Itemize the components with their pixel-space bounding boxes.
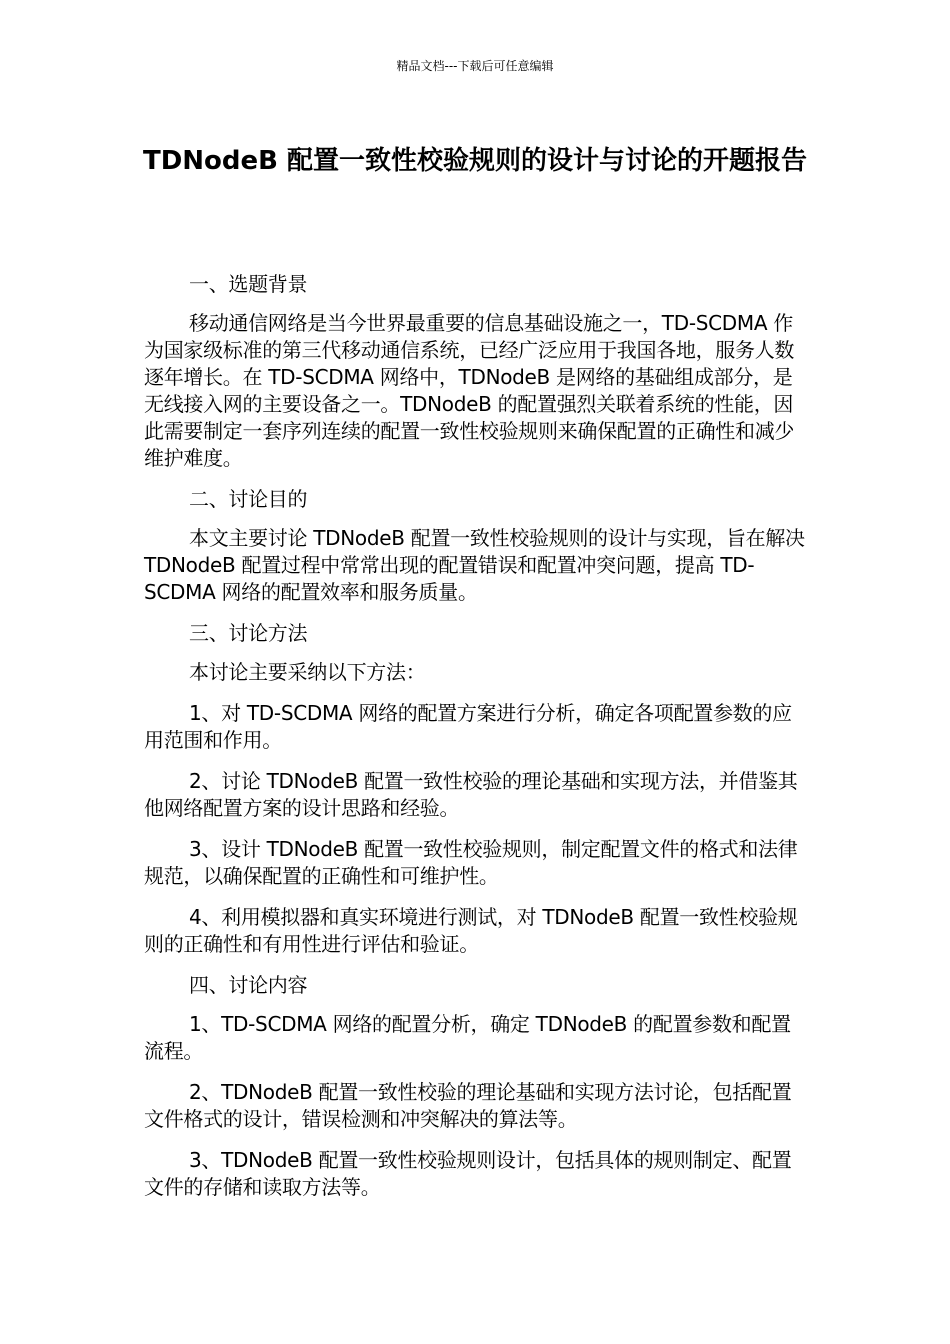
section-heading-method: 三、讨论方法: [189, 621, 308, 645]
method-intro: 本讨论主要采纳以下方法：: [189, 660, 426, 684]
section-heading-purpose: 二、讨论目的: [189, 487, 308, 511]
content-item: 2、TDNodeB 配置一致性校验的理论基础和实现方法讨论，包括配置文件格式的设计，错误检测和冲突解决的算法等。: [144, 1080, 792, 1131]
method-item: 3、设计 TDNodeB 配置一致性校验规则，制定配置文件的格式和法律规范，以确保配置的正确性和可维护性。: [144, 837, 798, 888]
document-title: TDNodeB 配置一致性校验规则的设计与讨论的开题报告: [142, 146, 808, 176]
section-heading-background: 一、选题背景: [189, 272, 308, 296]
purpose-paragraph: 本文主要讨论 TDNodeB 配置一致性校验规则的设计与实现，旨在解决 TDNodeB 配置过程中常常出现的配置错误和配置冲突问题，提高 TD-SCDMA 网络的配置效率和服务质量。: [144, 526, 805, 604]
method-item: 1、对 TD-SCDMA 网络的配置方案进行分析，确定各项配置参数的应用范围和作用。: [144, 701, 792, 752]
background-paragraph: 移动通信网络是当今世界最重要的信息基础设施之一，TD-SCDMA 作为国家级标准的第三代移动通信系统，已经广泛应用于我国各地，服务人数逐年增长。在 TD-SCDMA 网络中，TDNodeB 是网络的基础组成部分，是无线接入网的主要设备之一。TDNodeB 的配置强烈关联着系统的性能，因此需要制定一套序列连续的配置一致性校验规则来确保配置的正确性和减少维护难度。: [144, 311, 795, 470]
method-item: 4、利用模拟器和真实环境进行测试，对 TDNodeB 配置一致性校验规则的正确性和有用性进行评估和验证。: [144, 905, 798, 956]
method-item: 2、讨论 TDNodeB 配置一致性校验的理论基础和实现方法，并借鉴其他网络配置方案的设计思路和经验。: [144, 769, 798, 820]
content-item: 3、TDNodeB 配置一致性校验规则设计，包括具体的规则制定、配置文件的存储和读取方法等。: [144, 1148, 792, 1199]
section-heading-content: 四、讨论内容: [189, 973, 308, 997]
page-header: 精品文档---下载后可任意编辑: [396, 59, 554, 73]
document-body: [144, 271, 808, 1215]
content-item: 1、TD-SCDMA 网络的配置分析，确定 TDNodeB 的配置参数和配置流程。: [144, 1012, 791, 1063]
